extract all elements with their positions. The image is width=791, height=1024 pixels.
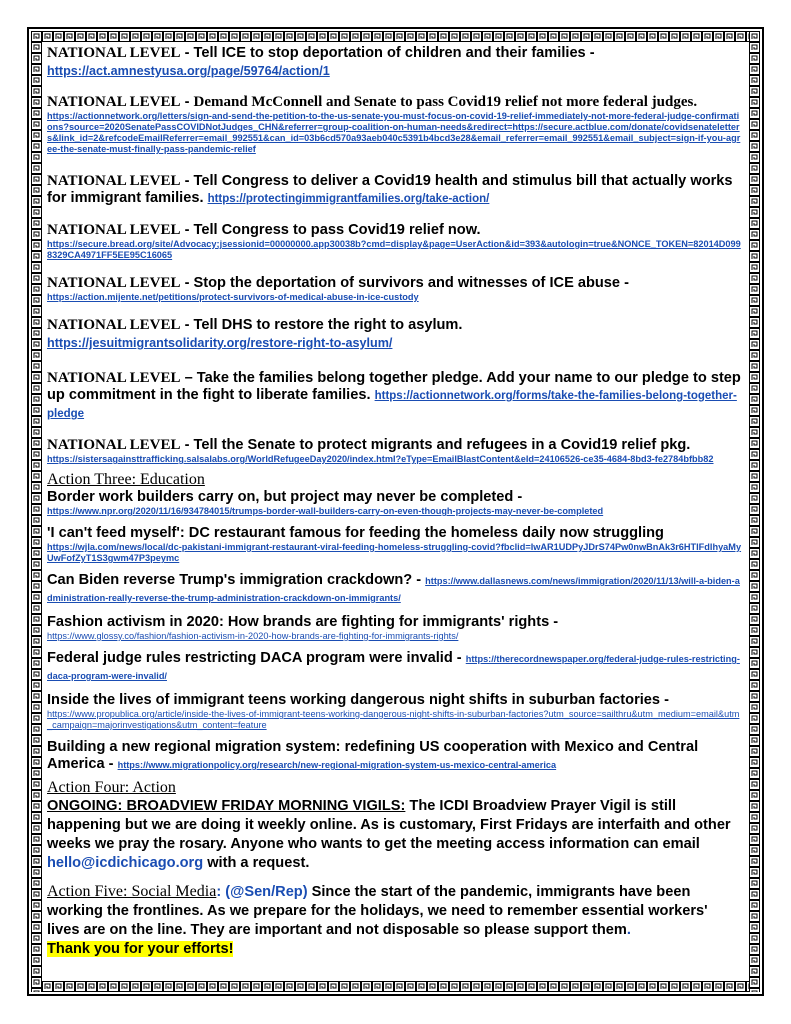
national-item: NATIONAL LEVEL – Take the families belong together pledge. Add your name to our pledge to step up commitment in the fight to liberate families. https://actionnetwork.org/forms/take-the-families-belong-together-pledge — [47, 370, 741, 420]
national-item: NATIONAL LEVEL - Tell Congress to pass Covid19 relief now. https://secure.bread.org/site/Advocacy;jsessionid=00000000.app30038b?cmd=display&page=UserAction&id=393&autologin=true&NONCE_TOKEN=82014D0998329CA4971FF5EE95C16065 — [47, 222, 744, 261]
vigil-label: ONGOING: BROADVIEW FRIDAY MORNING VIGILS: — [47, 798, 406, 814]
news-link[interactable]: https://www.migrationpolicy.org/research/new-regional-migration-system-us-mexico-central-america — [117, 760, 557, 770]
news-link[interactable]: https://www.propublica.org/article/inside-the-lives-of-immigrant-teens-working-dangerous-night-shifts-in-suburban-factories?utm_source=sailthru&utm_medium=email&utm_campaign=majorinvestigations&utm_content=feature — [47, 709, 740, 730]
national-item: NATIONAL LEVEL - Tell DHS to restore the right to asylum. https://jesuitmigrantsolidarity.org/restore-right-to-asylum/ — [47, 317, 463, 350]
action-link[interactable]: https://sistersagainsttrafficking.salsalabs.org/WorldRefugeeDay2020/index.html?eType=EmailBlastContent&eId=24106526-ce35-4684-8bd3-fe2784bfbb82 — [47, 454, 714, 464]
level-label: NATIONAL LEVEL — [47, 45, 181, 61]
action-title: Tell ICE to stop deportation of children and their families - — [193, 45, 595, 61]
social-text: Since the start of the pandemic, immigrants have been working the frontlines. As we prepare for the holidays, we need to remember essential workers' lives are on the line. They are important and not disposable so please support them — [47, 884, 708, 938]
vigil-paragraph — [47, 797, 744, 873]
action-link[interactable]: https://actionnetwork.org/forms/take-the-families-belong-together-pledge — [47, 390, 737, 420]
news-link[interactable]: https://www.dallasnews.com/news/immigration/2020/11/13/will-a-biden-administration-really-reverse-the-trump-administration-crackdown-on-immigrants/ — [47, 576, 740, 603]
newsletter-content — [47, 45, 744, 959]
social-colon: : — [216, 884, 222, 900]
news-link[interactable]: https://therecordnewspaper.org/federal-judge-rules-restricting-daca-program-were-invalid/ — [47, 654, 740, 681]
vigil-end: with a request. — [203, 855, 310, 871]
social-dot: . — [626, 922, 631, 938]
level-label: NATIONAL LEVEL — [47, 437, 181, 453]
news-item — [47, 739, 744, 773]
national-item: NATIONAL LEVEL - Tell ICE to stop deportation of children and their families - https://act.amnestyusa.org/page/59764/action/1 — [47, 45, 595, 78]
action-title: Tell the Senate to protect migrants and refugees in a Covid19 relief pkg. — [193, 437, 691, 453]
news-title: Federal judge rules restricting DACA program were invalid - — [47, 650, 462, 666]
thanks-line — [47, 940, 744, 959]
section-heading-education: Action Three: Education — [47, 471, 205, 488]
vigil-text: The ICDI Broadview Prayer Vigil is still happening but we are doing it weekly online. As is customary, First Fridays are interfaith and other weeks we pray the rosary. Anyone who wants to get the meeting access information can email — [47, 798, 731, 852]
news-title: Building a new regional migration system: redefining US cooperation with Mexico and Central America - — [47, 739, 699, 772]
action-title: Take the families belong together pledge. Add your name to our pledge to step up commitment in the fight to liberate families. — [47, 370, 741, 403]
news-link[interactable]: https://www.glossy.co/fashion/fashion-activism-in-2020-how-brands-are-fighting-for-immigrants-rights/ — [47, 631, 459, 641]
news-item — [47, 692, 744, 731]
level-label: NATIONAL LEVEL — [47, 173, 181, 189]
national-item: NATIONAL LEVEL - Tell Congress to deliver a Covid19 health and stimulus bill that actually works for immigrant families. https://protectingimmigrantfamilies.org/take-action/ — [47, 173, 733, 206]
news-title: Fashion activism in 2020: How brands are fighting for immigrants' rights - — [47, 614, 559, 630]
news-title: 'I can't feed myself': DC restaurant famous for feeding the homeless daily now struggling — [47, 525, 664, 541]
action-title: Tell Congress to pass Covid19 relief now. — [193, 222, 481, 238]
email-link[interactable]: hello@icdichicago.org — [47, 855, 204, 871]
news-title: Border work builders carry on, but project may never be completed - — [47, 489, 523, 505]
national-item: NATIONAL LEVEL - Tell the Senate to protect migrants and refugees in a Covid19 relief pkg. https://sistersagainsttrafficking.salsalabs.org/WorldRefugeeDay2020/index.html?eType=EmailBlastContent&eId=24106526-ce35-4684-8bd3-fe2784bfbb82 — [47, 437, 744, 465]
action-link[interactable]: https://jesuitmigrantsolidarity.org/restore-right-to-asylum/ — [47, 336, 393, 350]
news-link[interactable]: https://www.npr.org/2020/11/16/934784015/trumps-border-wall-builders-carry-on-even-though-projects-may-never-be-completed — [47, 506, 604, 516]
news-item — [47, 572, 744, 606]
national-item: NATIONAL LEVEL - Demand McConnell and Senate to pass Covid19 relief not more federal judges. https://actionnetwork.org/letters/sign-and-send-the-petition-to-the-us-senate-you-must-focus-on-covid-19-relief-immediately-not-more-federal-judge-confirmations?source=2020SenatePassCOVIDNotJudges_CHN&referrer=group-coalition-on-human-needs&redirect=https://secure.actblue.com/donate/covidsenateletters&link_id=2&refcodeEmailReferrer=email_992551&can_id=03b6cd570a93aeb040c5391b4bcd3e28&email_referrer=email_992551&email_subject=sign-if-you-agree-the-senate-must-finally-pass-pandemic-relief — [47, 94, 744, 155]
greek-key-border-bottom — [31, 981, 760, 992]
level-label: NATIONAL LEVEL — [47, 317, 181, 333]
action-link[interactable]: https://secure.bread.org/site/Advocacy;jsessionid=00000000.app30038b?cmd=display&page=UserAction&id=393&autologin=true&NONCE_TOKEN=82014D0998329CA4971FF5EE95C16065 — [47, 239, 741, 260]
action-link[interactable]: https://act.amnestyusa.org/page/59764/action/1 — [47, 64, 330, 78]
section-heading-social: Action Five: Social Media — [47, 883, 217, 900]
section-heading-action: Action Four: Action — [47, 779, 176, 796]
greek-key-border-top — [31, 31, 760, 42]
news-title: Can Biden reverse Trump's immigration crackdown? - — [47, 572, 422, 588]
action-link[interactable]: https://protectingimmigrantfamilies.org/take-action/ — [207, 193, 490, 205]
thanks-text: Thank you for your efforts! — [47, 941, 234, 957]
news-link[interactable]: https://wjla.com/news/local/dc-pakistani-immigrant-restaurant-viral-feeding-homeless-struggling-covid?fbclid=IwAR1UDPyJDrS74Pw0nwBnAk3r6HTIFdlhyaMyUwFofZyT1S3gwm47P3peymc — [47, 542, 742, 563]
level-label: NATIONAL LEVEL — [47, 222, 181, 238]
level-label: NATIONAL LEVEL — [47, 370, 181, 386]
level-label: NATIONAL LEVEL — [47, 94, 181, 110]
level-label: NATIONAL LEVEL — [47, 275, 181, 291]
news-item — [47, 650, 744, 684]
news-title: Inside the lives of immigrant teens working dangerous night shifts in suburban factories - — [47, 692, 669, 708]
national-item: NATIONAL LEVEL - Stop the deportation of survivors and witnesses of ICE abuse - https://action.mijente.net/petitions/protect-survivors-of-medical-abuse-in-ice-custody — [47, 275, 744, 303]
action-title: Tell Congress to deliver a Covid19 health and stimulus bill that actually works for immigrant families. — [47, 173, 733, 206]
news-item — [47, 614, 744, 642]
action-title: Stop the deportation of survivors and witnesses of ICE abuse - — [193, 275, 629, 291]
action-title: Demand McConnell and Senate to pass Covid19 relief not more federal judges. — [193, 94, 698, 110]
action-link[interactable]: https://actionnetwork.org/letters/sign-and-send-the-petition-to-the-us-senate-you-must-focus-on-covid-19-relief-immediately-not-more-federal-judge-confirmations?source=2020SenatePassCOVIDNotJudges_CHN&referrer=group-coalition-on-human-needs&redirect=https://secure.actblue.com/donate/covidsenateletters&link_id=2&refcodeEmailReferrer=email_992551&can_id=03b6cd570a93aeb040c5391b4bcd3e28&email_referrer=email_992551&email_subject=sign-if-you-agree-the-senate-must-finally-pass-pandemic-relief — [47, 111, 741, 154]
action-link[interactable]: https://action.mijente.net/petitions/protect-survivors-of-medical-abuse-in-ice-custody — [47, 292, 419, 302]
news-item — [47, 489, 744, 517]
social-paragraph — [47, 883, 744, 940]
greek-key-border-right — [749, 31, 760, 992]
news-item — [47, 525, 744, 564]
social-handle: (@Sen/Rep) — [221, 884, 308, 900]
greek-key-border-left — [31, 31, 42, 992]
action-title: Tell DHS to restore the right to asylum. — [193, 317, 463, 333]
